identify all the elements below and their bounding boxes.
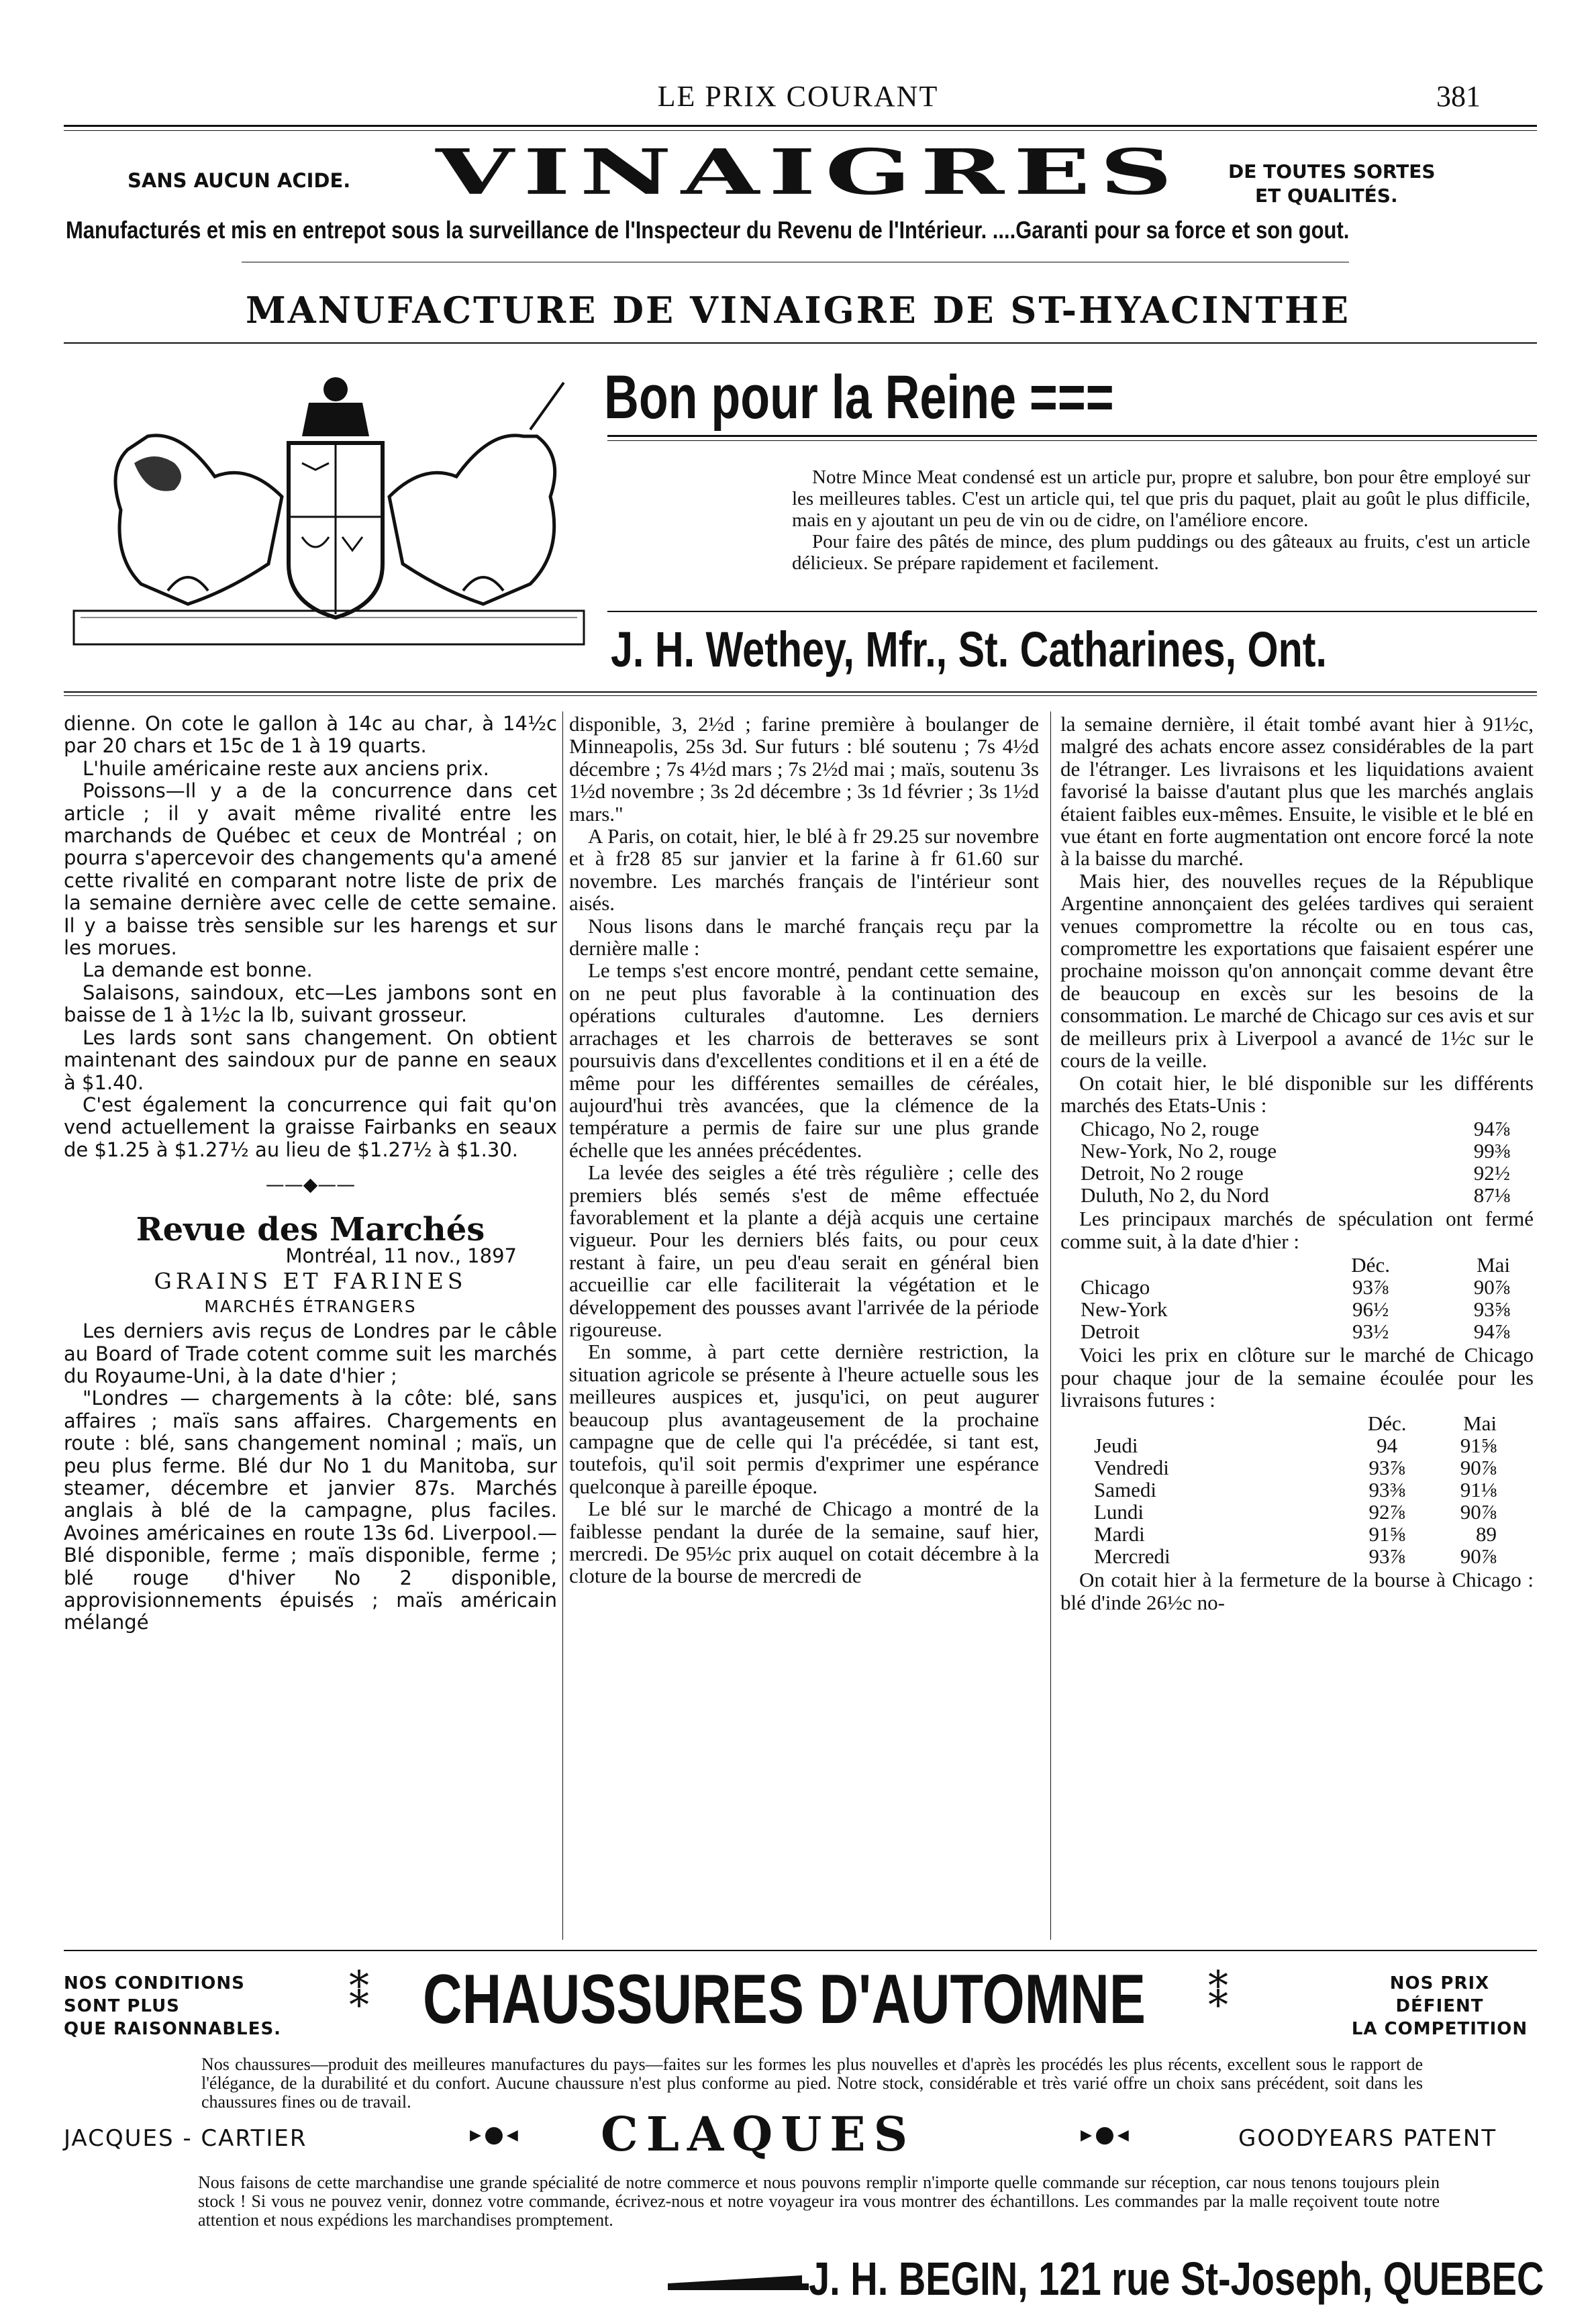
divider [64,1950,1537,1951]
market-name: Duluth, No 2, du Nord [1081,1183,1269,1207]
weekday: Vendredi [1094,1456,1169,1480]
table-row [1081,1184,1510,1206]
article-paragraph: Les derniers avis reçus de Londres par le câble au Board of Trade cotent comme suit les marchés du Royaume-Uni, à la date d'hier ; [64,1320,557,1387]
price-mai: 90⅞ [1460,1544,1497,1569]
futures-header-dec: Déc. [1351,1253,1390,1277]
jacques-cartier-label: JACQUES - CARTIER [64,2125,307,2152]
article-paragraph: Les principaux marchés de spéculation ont fermé comme suit, à la date d'hier : [1060,1207,1534,1253]
article-paragraph: Les lards sont sans changement. On obtient maintenant des saindoux pur de panne en seaux à $1.40. [64,1026,557,1094]
weekly-header-mai: Mai [1463,1412,1497,1436]
vinaigres-description: Manufacturés et mis en entrepot sous la surveillance de l'Inspecteur du Revenu de l'Intérieur. ....Garanti pour sa force et son gout. [66,216,1350,244]
divider [607,435,1537,437]
revue-heading: Revue des Marchés [136,1210,485,1248]
article-column-2 [569,713,1039,1587]
article-column-1 [64,713,557,1634]
market-name: Detroit, No 2 rouge [1081,1161,1244,1185]
article-paragraph: Voici les prix en clôture sur le marché de Chicago pour chaque jour de la semaine écoulée pour les livraisons futures : [1060,1343,1534,1412]
bon-pour-la-reine-title: Bon pour la Reine === [604,363,1114,432]
article-paragraph: L'huile américaine reste aux anciens prix. [83,756,489,780]
market-price: 94⅞ [1473,1117,1510,1141]
market-price: 87⅛ [1473,1183,1510,1207]
grains-heading: GRAINS ET FARINES [154,1268,467,1295]
article-paragraph: En somme, à part cette dernière restriction, la situation agricole se présente à l'heure actuelle sous les meilleures auspices et, jusqu'ici, on peut augurer beaucoup plus avantageusement de la prochaine campagne que de celle qui l'a précédée, si tant est, toutefois, qu'il soit permis d'exprimer une espérance quelconque à pareille époque. [569,1340,1039,1498]
article-paragraph: Le blé sur le marché de Chicago a montré de la faiblesse pendant la durée de la semaine, sauf hier, mercredi. De 95½c prix auquel on cotait décembre à la cloture de la bourse de mercredi de [569,1497,1039,1588]
article-paragraph: dienne. On cote le gallon à 14c au char, à 14½c par 20 chars et 15c de 1 à 19 quarts. [64,712,557,758]
article-paragraph: disponible, 3, 2½d ; farine première à boulanger de Minneapolis, 25s 3d. Sur futurs : blé soutenu ; 7s 4½d décembre ; 7s 4½d mars ; 7s 2½d mai ; maïs, soutenu 3s 1½d novembre ; 3s 2d décembre ; 3s 1d février ; 3s 1½d mars." [569,712,1039,826]
header-rule [64,125,1537,127]
price-dec: 92⅞ [1368,1500,1405,1524]
prix-text [1349,1972,1530,2040]
divider [64,695,1537,696]
divider [64,342,1537,344]
header-rule-thin [64,130,1537,131]
ornament-icon: ⁑ [1208,1970,1228,2017]
futures-header-mai: Mai [1477,1253,1510,1277]
manufacture-heading: MANUFACTURE DE VINAIGRE DE ST-HYACINTHE [245,289,1351,332]
weekly-header-dec: Déc. [1367,1412,1407,1436]
price-dec: 91⅝ [1368,1522,1405,1546]
weekday: Samedi [1094,1478,1156,1502]
price-dec: 94 [1377,1434,1398,1458]
market-name: New-York, No 2, rouge [1081,1139,1277,1163]
divider [607,440,1537,441]
price-dec: 93⅜ [1368,1478,1405,1502]
royal-coat-of-arms [67,362,604,658]
marches-heading: MARCHÉS ÉTRANGERS [204,1296,417,1316]
market-name: New-York [1081,1297,1168,1322]
weekday: Mercredi [1094,1544,1170,1569]
article-paragraph: Le temps s'est encore montré, pendant cette semaine, on ne peut plus favorable à la continuation des opérations culturales d'automne. Les derniers arrachages et les charrois de betteraves se sont poursuivis dans d'excellentes conditions et il en a été de même pour les différentes semailles de céréales, aujourd'hui très avancées, que la clémence de la température a permis de faire sur une plus grande échelle que les années précédentes. [569,958,1039,1162]
goodyears-label: GOODYEARS PATENT [1238,2125,1497,2152]
vinaigres-right-text [1228,160,1436,208]
ornament-icon: ⁑ [349,1970,369,2017]
table-row [1094,1501,1497,1523]
futures-table [1081,1254,1510,1342]
prix-line: NOS PRIX [1389,1973,1490,1993]
bon-paragraph: Pour faire des pâtés de mince, des plum puddings ou des gâteaux au fruits, c'est un article délicieux. Se prépare rapidement et facilement. [792,531,1530,574]
article-paragraph: On cotait hier, le blé disponible sur les différents marchés des Etats-Unis : [1060,1071,1534,1117]
vinaigres-right-line1: DE TOUTES SORTES [1228,160,1436,183]
spot-price-table [1081,1118,1510,1206]
vinaigres-right-line2: ET QUALITÉS. [1255,185,1398,207]
weekday: Mardi [1094,1522,1145,1546]
price-mai: 91⅝ [1460,1434,1497,1458]
prix-line: DÉFIENT [1395,1996,1484,2016]
table-row [1094,1456,1497,1479]
market-price: 99⅜ [1473,1139,1510,1163]
mince-meat-description [792,466,1530,574]
section-ornament: ——◆—— [265,1173,356,1196]
table-row [1094,1479,1497,1501]
column-rule [562,711,563,1940]
ornament-icon: ▸●◂ [470,2121,521,2148]
market-price: 92½ [1473,1161,1510,1185]
divider [607,611,1537,612]
price-mai: 93⅝ [1473,1297,1510,1322]
conditions-line: QUE RAISONNABLES. [64,2019,282,2039]
weekly-close-table [1094,1412,1497,1567]
dateline: Montréal, 11 nov., 1897 [285,1244,517,1267]
market-name: Chicago [1081,1275,1150,1299]
price-mai: 89 [1476,1522,1497,1546]
price-dec: 93⅞ [1368,1544,1405,1569]
column-rule [1050,711,1051,1940]
article-paragraph: la semaine dernière, il était tombé avant hier à 91½c, malgré des achats encore assez considérables de la part de l'étranger. Les livraisons et les liquidations avaient favorisé la baisse d'autant plus que les marchés anglais étaient faibles eux-mêmes. Ensuite, le visible et le blé en vue étant en forte augmentation ont encore forcé la note à la baisse du marché. [1060,712,1534,871]
article-paragraph: Poissons—Il y a de la concurrence dans cet article ; il y avait même rivalité entre les marchands de Québec et ceux de Montréal ; on pourra s'apercevoir des changements qu'a amené cette rivalité en comparant notre liste de prix de la semaine dernière avec celle de cette semaine. Il y a baisse très sensible sur les harengs et sur les morues. [64,779,557,960]
article-paragraph: Salaisons, saindoux, etc—Les jambons sont en baisse de 1 à 1½c la lb, suivant grosseur. [64,981,557,1027]
table-row [1081,1276,1510,1298]
table-row [1081,1140,1510,1162]
table-row [1081,1162,1510,1184]
begin-signature: J. H. BEGIN, 121 rue St-Joseph, QUEBEC [809,2253,1544,2305]
article-column-3 [1060,713,1534,1614]
ornament-icon: ▸●◂ [1081,2121,1132,2148]
table-row [1094,1523,1497,1545]
bon-title-text: Bon pour la Reine [604,363,1016,432]
price-dec: 93⅞ [1368,1456,1405,1480]
page-number: 381 [1436,80,1481,113]
price-mai: 90⅞ [1460,1500,1497,1524]
chaussures-title: CHAUSSURES D'AUTOMNE [423,1961,1146,2038]
price-mai: 90⅞ [1473,1275,1510,1299]
bon-paragraph: Notre Mince Meat condensé est un article pur, propre et salubre, bon pour être employé sur les meilleures tables. C'est un article qui, tel que pris du paquet, plait au goût le plus difficile, mais en y ajoutant un peu de vin ou de cidre, on l'améliore encore. [792,466,1530,531]
conditions-line: SONT PLUS [64,1996,180,2016]
chaussures-description: Nos chaussures—produit des meilleures manufactures du pays—faites sur les formes les plus nouvelles et d'après les procédés les plus récents, excellent sous le rapport de l'élégance, de la durabilité et du confort. Aucune chaussure n'est plus conforme au pied. Notre stock, considérable et très varié offre un choix sans précédent, soit dans les chaussures fines ou de travail. [201,2055,1423,2112]
price-dec: 93½ [1352,1320,1389,1344]
table-row [1081,1320,1510,1342]
vinaigres-title: VINAIGRES [436,135,1182,209]
article-paragraph: La levée des seigles a été très régulière ; celle des premiers blés semés s'est de même effectuée favorablement et la plante a déjà acquis une certaine vigueur. Pour les derniers blés faits, ou pour ceux restant à faire, un peu d'eau serait en général bien accueillie car elle faciliterait la végétation et le développement des pousses avant l'arrivée de la période rigoureuse. [569,1160,1039,1341]
pointer-wedge-base [668,2283,809,2290]
claques-title: CLAQUES [601,2106,916,2162]
table-row [1081,1118,1510,1140]
wethey-signature: J. H. Wethey, Mfr., St. Catharines, Ont. [611,622,1327,677]
weekday: Lundi [1094,1500,1144,1524]
conditions-line: NOS CONDITIONS [64,1973,245,1993]
price-mai: 94⅞ [1473,1320,1510,1344]
article-paragraph: La demande est bonne. [83,958,313,982]
article-paragraph: "Londres — chargements à la côte: blé, sans affaires ; maïs sans affaires. Chargements en route : blé, sans changement nominal ; maïs, un peu plus ferme. Blé dur No 1 du Manitoba, sur steamer, décembre et janvier 87s. Marchés anglais à blé de la campagne, plus faciles. Avoines américaines en route 13s 6d. Liverpool.—Blé disponible, ferme ; maïs disponible, ferme ; blé rouge d'hiver No 2 disponible, approvisionnements épuisés ; maïs américain mélangé [64,1387,557,1634]
pointer-wedge-icon [668,2267,802,2283]
article-paragraph: Mais hier, des nouvelles reçues de la République Argentine annonçaient des gelées tardives qui seraient venues compromettre la récolte ou en tous cas, compromettre les exportations que faisaient espérer une prochaine moisson qu'on annonçait comme devant être de beaucoup en excès sur les besoins de la consommation. Le marché de Chicago sur ces avis et sur de meilleurs prix à Liverpool a avancé de 1½c sur le cours de la veille. [1060,869,1534,1073]
claques-description: Nous faisons de cette marchandise une grande spécialité de notre commerce et nous pouvons remplir n'importe quelle commande sur réception, car nous tenons toujours plein stock ! Si vous ne pouvez venir, donnez votre commande, écrivez-nous et notre voyageur ira vous montrer des échantillons. Les commandes par la malle reçoivent toute notre attention et nous expédions les marchandises promptement. [198,2173,1440,2230]
table-row [1094,1545,1497,1567]
article-paragraph: Nous lisons dans le marché français reçu par la dernière malle : [569,913,1039,960]
conditions-text [64,1972,281,2040]
market-name: Detroit [1081,1320,1140,1344]
price-dec: 96½ [1352,1297,1389,1322]
running-header: LE PRIX COURANT [657,80,939,113]
article-paragraph: C'est également la concurrence qui fait qu'on vend actuellement la graisse Fairbanks en seaux de $1.25 à $1.27½ au lieu de $1.27½ à $1.30. [64,1093,557,1161]
divider [64,691,1537,693]
market-name: Chicago, No 2, rouge [1081,1117,1260,1141]
price-mai: 90⅞ [1460,1456,1497,1480]
vinaigres-left-text: SANS AUCUN ACIDE. [128,169,351,192]
price-dec: 93⅞ [1352,1275,1389,1299]
price-mai: 91⅛ [1460,1478,1497,1502]
table-row [1081,1298,1510,1320]
article-paragraph: A Paris, on cotait, hier, le blé à fr 29.25 sur novembre et à fr28 85 sur janvier et la farine à fr 61.60 sur novembre. Les marchés français de l'intérieur sont aisés. [569,824,1039,916]
weekday: Jeudi [1094,1434,1138,1458]
prix-line: LA COMPETITION [1351,2019,1528,2039]
article-paragraph: On cotait hier à la fermeture de la bourse à Chicago : blé d'inde 26½c no- [1060,1568,1534,1614]
table-row [1094,1434,1497,1456]
